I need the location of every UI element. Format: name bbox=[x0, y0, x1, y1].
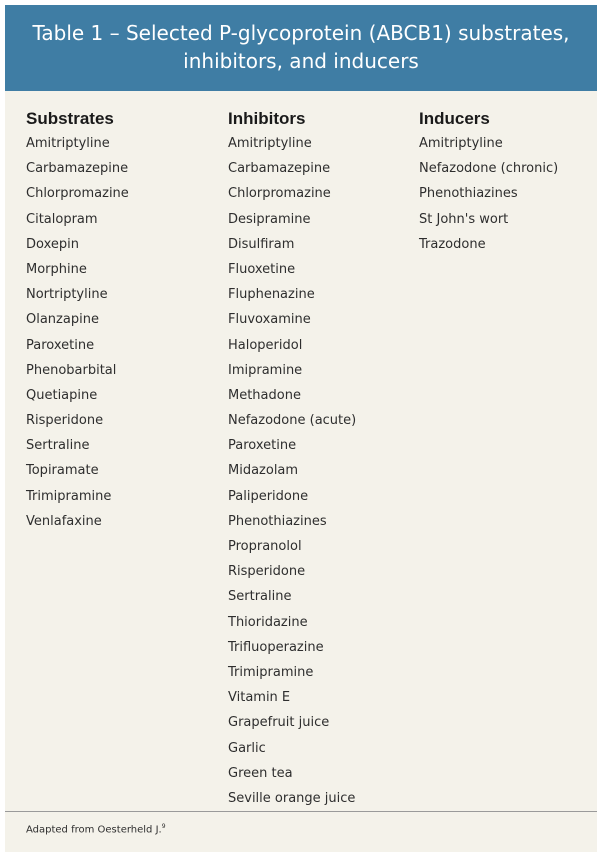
inhibitors-column bbox=[228, 105, 356, 811]
source-footnote bbox=[26, 823, 166, 835]
list-item: Olanzapine bbox=[26, 312, 99, 328]
list-item: Disulfiram bbox=[228, 236, 295, 252]
list-item: Venlafaxine bbox=[26, 513, 102, 529]
list-item: Phenothiazines bbox=[419, 186, 518, 202]
inhibitors-list bbox=[228, 131, 356, 811]
inducers-list bbox=[419, 131, 558, 257]
list-item: Chlorpromazine bbox=[228, 186, 331, 202]
list-item: Paroxetine bbox=[26, 337, 95, 353]
list-item: St John's wort bbox=[419, 211, 509, 227]
table-title-line-2: inhibitors, and inducers bbox=[183, 49, 419, 73]
list-item: Citalopram bbox=[26, 211, 98, 227]
list-item: Chlorpromazine bbox=[26, 186, 129, 202]
list-item: Haloperidol bbox=[228, 337, 303, 353]
inhibitors-heading: Inhibitors bbox=[228, 109, 306, 128]
list-item: Sertraline bbox=[228, 589, 292, 605]
list-item: Desipramine bbox=[228, 211, 311, 227]
list-item: Trimipramine bbox=[26, 488, 112, 504]
footnote-text: Adapted from Oesterheld J. bbox=[26, 824, 162, 836]
list-item: Seville orange juice bbox=[228, 790, 356, 806]
list-item: Amitriptyline bbox=[228, 136, 312, 151]
list-item: Trimipramine bbox=[228, 664, 314, 680]
list-item: Topiramate bbox=[26, 463, 99, 479]
list-item: Paroxetine bbox=[228, 438, 297, 454]
list-item: Trazodone bbox=[419, 236, 486, 252]
list-item: Carbamazepine bbox=[228, 161, 331, 177]
footnote-reference: 9 bbox=[161, 823, 166, 830]
list-item: Imipramine bbox=[228, 362, 303, 378]
substrates-column bbox=[26, 105, 129, 534]
inducers-heading: Inducers bbox=[419, 109, 490, 128]
list-item: Grapefruit juice bbox=[228, 715, 330, 731]
list-item: Midazolam bbox=[228, 463, 299, 479]
list-item: Carbamazepine bbox=[26, 161, 129, 177]
list-item: Thioridazine bbox=[228, 614, 308, 630]
substrates-heading: Substrates bbox=[26, 109, 114, 128]
list-item: Propranolol bbox=[228, 539, 302, 554]
list-item: Fluphenazine bbox=[228, 287, 315, 303]
footer-divider bbox=[5, 811, 597, 812]
list-item: Paliperidone bbox=[228, 488, 309, 504]
list-item: Phenothiazines bbox=[228, 513, 327, 529]
inducers-column bbox=[419, 105, 558, 257]
list-item: Phenobarbital bbox=[26, 362, 117, 378]
list-item: Amitriptyline bbox=[26, 136, 110, 151]
list-item: Garlic bbox=[228, 740, 266, 756]
list-item: Methadone bbox=[228, 387, 301, 403]
list-item: Nortriptyline bbox=[26, 287, 108, 303]
table-title bbox=[5, 5, 597, 91]
list-item: Nefazodone (chronic) bbox=[419, 161, 559, 177]
table-title-line-1: Table 1 – Selected P-glycoprotein (ABCB1) substrates, bbox=[32, 21, 570, 45]
substrates-list bbox=[26, 131, 129, 534]
list-item: Fluoxetine bbox=[228, 261, 296, 277]
list-item: Fluvoxamine bbox=[228, 312, 311, 328]
list-item: Doxepin bbox=[26, 236, 79, 252]
table-panel bbox=[5, 5, 597, 852]
list-item: Green tea bbox=[228, 765, 293, 781]
list-item: Risperidone bbox=[228, 564, 306, 580]
list-item: Trifluoperazine bbox=[228, 639, 324, 655]
list-item: Sertraline bbox=[26, 438, 90, 454]
list-item: Amitriptyline bbox=[419, 136, 503, 151]
list-item: Morphine bbox=[26, 261, 87, 277]
list-item: Quetiapine bbox=[26, 387, 98, 403]
list-item: Nefazodone (acute) bbox=[228, 413, 357, 429]
list-item: Vitamin E bbox=[228, 690, 291, 706]
list-item: Risperidone bbox=[26, 413, 104, 429]
